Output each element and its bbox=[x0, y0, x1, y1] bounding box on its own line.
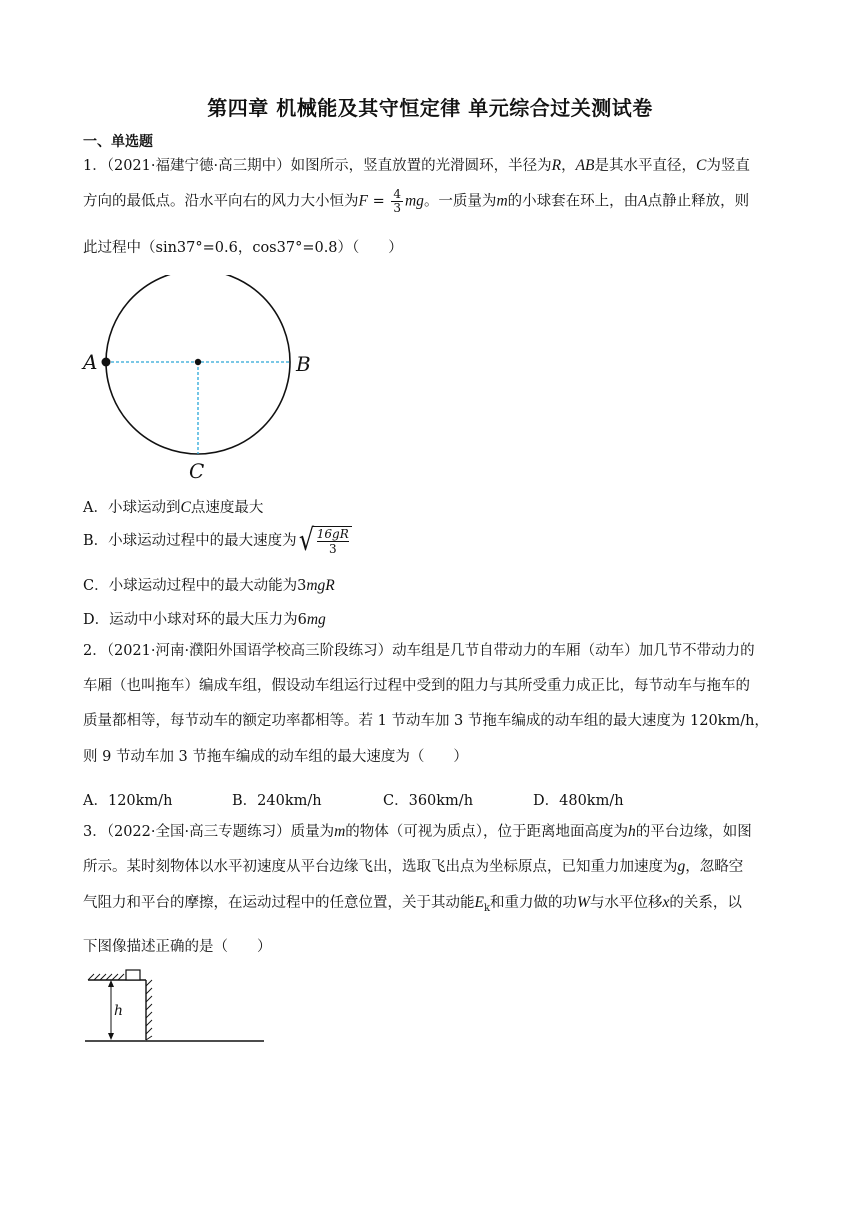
q3-line4: 下图像描述正确的是（ ） bbox=[83, 939, 272, 955]
label-h: h bbox=[114, 1003, 124, 1019]
q2-line3: 质量都相等，每节动车的额定功率都相等。若 1 节动车加 3 节拖车编成的动车组的最大速度为 120km/h， bbox=[83, 713, 769, 729]
q2-option-b[interactable]: B．240km/h bbox=[232, 793, 322, 809]
q1-circle-figure bbox=[75, 275, 335, 485]
q1-line2: 方向的最低点。沿水平向右的风力大小恒为F = $\frac{4}{3}$ mg。一质量为m的小球套在环上，由A点静止释放，则 bbox=[83, 187, 750, 215]
q2-option-d[interactable]: D．480km/h bbox=[533, 793, 624, 809]
q2-line1: 2．（2021·河南·濮阳外国语学校高三阶段练习）动车组是几节自带动力的车厢（动车）加几节不带动力的 bbox=[83, 643, 755, 659]
q3-line3: 气阻力和平台的摩擦，在运动过程中的任意位置，关于其动能$E_k$和重力做的功W与水平位移x的关系，以 bbox=[83, 894, 742, 914]
q2-line2: 车厢（也叫拖车）编成车组，假设动车组运行过程中受到的阻力与其所受重力成正比，每节动车与拖车的 bbox=[83, 678, 750, 694]
sqrt-expression: √ 16gR 3 bbox=[297, 526, 352, 556]
label-C: C bbox=[189, 459, 205, 483]
q2-option-c[interactable]: C．360km/h bbox=[383, 793, 474, 809]
q1-option-c[interactable]: C．小球运动过程中的最大动能为3mgR bbox=[83, 577, 335, 594]
q1-line3: 此过程中（sin37°=0.6，cos37°=0.8）（ ） bbox=[83, 240, 403, 256]
label-A: A bbox=[83, 350, 98, 374]
q1-option-a[interactable]: A．小球运动到C点速度最大 bbox=[83, 499, 264, 516]
label-B: B bbox=[296, 352, 311, 376]
q1-option-b[interactable]: B．小球运动过程中的最大速度为 √ 16gR 3 bbox=[83, 526, 352, 556]
fraction: $\frac{4}{3}$ bbox=[393, 187, 401, 215]
section-heading: 一、单选题 bbox=[83, 134, 153, 150]
q3-line1: 3．（2022·全国·高三专题练习）质量为m的物体（可视为质点），位于距离地面高度为h的平台边缘，如图 bbox=[83, 823, 752, 840]
page-title: 第四章 机械能及其守恒定律 单元综合过关测试卷 bbox=[207, 96, 653, 120]
q2-line4: 则 9 节动车加 3 节拖车编成的动车组的最大速度为（ ） bbox=[83, 749, 468, 765]
q2-option-a[interactable]: A．120km/h bbox=[83, 793, 173, 809]
q1-option-d[interactable]: D．运动中小球对环的最大压力为6mg bbox=[83, 611, 326, 628]
q3-platform-figure bbox=[80, 962, 270, 1048]
q1-line1: 1．（2021·福建宁德·高三期中）如图所示，竖直放置的光滑圆环，半径为R，AB是其水平直径，C为竖直 bbox=[83, 157, 750, 174]
q3-line2: 所示。某时刻物体以水平初速度从平台边缘飞出，选取飞出点为坐标原点，已知重力加速度为g，忽略空 bbox=[83, 858, 744, 875]
